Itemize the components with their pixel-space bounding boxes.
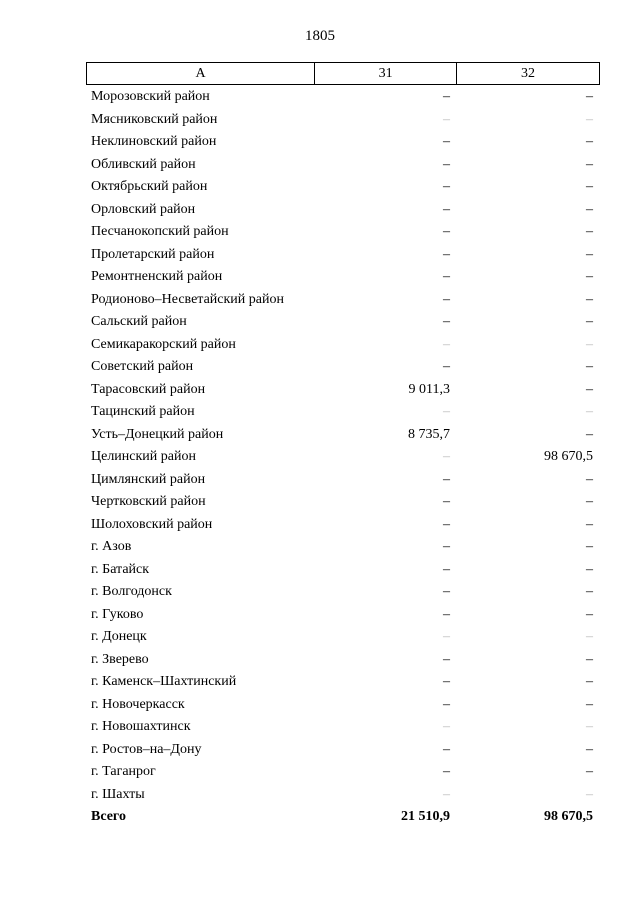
row-name: г. Азов xyxy=(91,539,132,554)
row-value-32: – xyxy=(586,111,593,127)
table-row xyxy=(0,266,640,289)
row-name: г. Зверево xyxy=(91,651,149,667)
header-col-31: 31 xyxy=(315,63,457,85)
row-value-32: – xyxy=(586,651,593,667)
row-value-31: – xyxy=(443,246,450,262)
row-value-31: – xyxy=(443,314,450,329)
table-header xyxy=(86,62,600,85)
row-name: г. Новочеркасск xyxy=(91,696,185,712)
table-row xyxy=(0,221,640,244)
row-name: г. Гуково xyxy=(91,606,144,622)
row-value-31: – xyxy=(443,336,450,352)
row-value-32: – xyxy=(586,134,593,149)
total-label: Всего xyxy=(91,809,126,824)
table-body xyxy=(0,86,640,829)
table-row xyxy=(0,761,640,784)
table-row xyxy=(0,401,640,424)
table-row xyxy=(0,424,640,447)
table-row xyxy=(0,784,640,807)
row-value-31: 9 011,3 xyxy=(408,381,450,397)
row-value-31: – xyxy=(443,111,450,127)
table-row xyxy=(0,334,640,357)
row-value-31: – xyxy=(443,494,450,509)
row-name: Неклиновский район xyxy=(91,134,217,149)
row-value-31: – xyxy=(443,269,450,284)
row-name: Цимлянский район xyxy=(91,471,206,487)
row-value-32: – xyxy=(586,674,593,689)
row-value-31: – xyxy=(443,134,450,149)
row-value-32: – xyxy=(586,404,593,419)
row-name: Орловский район xyxy=(91,201,196,217)
row-value-32: – xyxy=(586,224,593,239)
row-value-32: – xyxy=(586,426,593,442)
row-value-32: – xyxy=(586,786,593,802)
row-name: Тарасовский район xyxy=(91,381,206,397)
row-value-32: – xyxy=(586,606,593,622)
table-row xyxy=(0,109,640,132)
row-value-31: – xyxy=(443,516,450,532)
table-row xyxy=(0,356,640,379)
table-row xyxy=(0,604,640,627)
total-row xyxy=(0,806,640,829)
page-number: 1805 xyxy=(305,28,335,44)
row-name: Мясниковский район xyxy=(91,111,218,127)
row-value-31: – xyxy=(443,696,450,712)
row-value-32: – xyxy=(586,516,593,532)
row-value-31: – xyxy=(443,674,450,689)
header-col-a: А xyxy=(87,63,315,85)
row-value-32: – xyxy=(586,471,593,487)
row-value-31: – xyxy=(443,606,450,622)
row-value-31: – xyxy=(443,764,450,779)
table-row xyxy=(0,514,640,537)
row-value-32: – xyxy=(586,269,593,284)
row-value-32: – xyxy=(586,741,593,757)
row-name: Сальский район xyxy=(91,314,187,329)
row-value-31: – xyxy=(443,201,450,217)
table-row xyxy=(0,311,640,334)
row-value-32: – xyxy=(586,629,593,644)
row-value-32: – xyxy=(586,359,593,374)
row-name: г. Таганрог xyxy=(91,764,156,779)
row-value-31: – xyxy=(443,359,450,374)
row-value-32: – xyxy=(586,381,593,397)
row-value-32: – xyxy=(586,179,593,194)
row-value-32: 98 670,5 xyxy=(544,449,593,464)
row-value-31: – xyxy=(443,449,450,464)
row-value-32: – xyxy=(586,539,593,554)
row-value-31: – xyxy=(443,471,450,487)
row-value-32: – xyxy=(586,696,593,712)
table-row xyxy=(0,86,640,109)
row-name: Усть–Донецкий район xyxy=(91,426,224,442)
row-value-31: – xyxy=(443,584,450,599)
row-value-32: – xyxy=(586,336,593,352)
row-value-32: – xyxy=(586,764,593,779)
table-row xyxy=(0,626,640,649)
row-value-31: – xyxy=(443,224,450,239)
row-value-32: – xyxy=(586,246,593,262)
row-name: г. Новошахтинск xyxy=(91,719,191,734)
row-value-32: – xyxy=(586,561,593,577)
row-value-32: – xyxy=(586,719,593,734)
table-row xyxy=(0,536,640,559)
row-value-32: – xyxy=(586,89,593,104)
table-row xyxy=(0,716,640,739)
row-value-32: – xyxy=(586,494,593,509)
total-value-31: 21 510,9 xyxy=(401,809,450,824)
row-name: Тацинский район xyxy=(91,404,195,419)
row-name: г. Батайск xyxy=(91,561,150,577)
row-value-31: – xyxy=(443,291,450,307)
row-value-31: – xyxy=(443,179,450,194)
table-row xyxy=(0,671,640,694)
row-name: Октябрьский район xyxy=(91,179,208,194)
table-row xyxy=(0,199,640,222)
row-name: Семикаракорский район xyxy=(91,336,236,352)
total-value-32: 98 670,5 xyxy=(544,809,593,824)
row-value-31: 8 735,7 xyxy=(408,426,450,442)
row-value-31: – xyxy=(443,629,450,644)
table-row xyxy=(0,379,640,402)
row-name: Чертковский район xyxy=(91,494,206,509)
table-row xyxy=(0,176,640,199)
table-row xyxy=(0,289,640,312)
table-row xyxy=(0,131,640,154)
row-name: г. Каменск–Шахтинский xyxy=(91,674,237,689)
table-row xyxy=(0,559,640,582)
row-name: Пролетарский район xyxy=(91,246,215,262)
row-name: Морозовский район xyxy=(91,89,210,104)
row-value-32: – xyxy=(586,201,593,217)
row-value-32: – xyxy=(586,291,593,307)
row-value-31: – xyxy=(443,561,450,577)
row-name: Родионово–Несветайский район xyxy=(91,291,284,307)
header-col-32: 32 xyxy=(457,63,600,85)
row-value-31: – xyxy=(443,89,450,104)
row-value-31: – xyxy=(443,539,450,554)
row-name: г. Волгодонск xyxy=(91,584,172,599)
row-value-31: – xyxy=(443,786,450,802)
table-row xyxy=(0,581,640,604)
row-value-32: – xyxy=(586,584,593,599)
table-row xyxy=(0,491,640,514)
row-name: г. Ростов–на–Дону xyxy=(91,741,202,757)
table-row xyxy=(0,649,640,672)
table-row xyxy=(0,244,640,267)
row-name: г. Шахты xyxy=(91,786,145,802)
row-value-31: – xyxy=(443,651,450,667)
table-row xyxy=(0,469,640,492)
row-value-31: – xyxy=(443,156,450,172)
table-row xyxy=(0,739,640,762)
row-name: Обливский район xyxy=(91,156,196,172)
row-value-31: – xyxy=(443,741,450,757)
row-name: Песчанокопский район xyxy=(91,224,229,239)
row-name: Целинский район xyxy=(91,449,196,464)
row-name: Советский район xyxy=(91,359,194,374)
row-value-31: – xyxy=(443,404,450,419)
row-value-32: – xyxy=(586,314,593,329)
row-name: г. Донецк xyxy=(91,629,147,644)
row-name: Шолоховский район xyxy=(91,516,213,532)
row-name: Ремонтненский район xyxy=(91,269,223,284)
table-row xyxy=(0,446,640,469)
row-value-32: – xyxy=(586,156,593,172)
table-row xyxy=(0,154,640,177)
table-row xyxy=(0,694,640,717)
row-value-31: – xyxy=(443,719,450,734)
